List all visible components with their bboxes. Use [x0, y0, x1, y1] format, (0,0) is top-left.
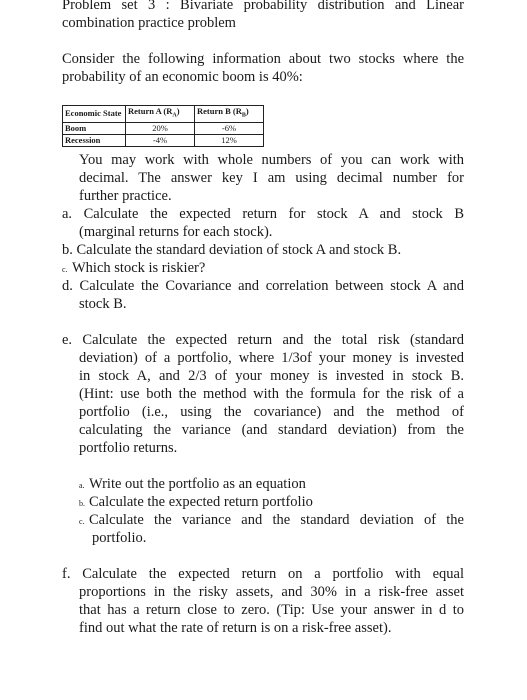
page-title-line-2: combination practice problem — [62, 15, 236, 31]
question-e-line-2: deviation) of a portfolio, where 1/3of your money is invested — [79, 350, 464, 366]
table-cell-return-b: 12% — [195, 134, 264, 146]
question-e-sub-a-marker: a. — [79, 481, 85, 490]
question-c-text: Which stock is riskier? — [72, 260, 206, 276]
question-c-marker: c. — [62, 265, 68, 274]
question-e-sub-a-text: Write out the portfolio as an equation — [89, 476, 306, 492]
question-f-line-4: find out what the rate of return is on a risk-free asset). — [79, 620, 392, 636]
question-e-sub-b-marker: b. — [79, 499, 85, 508]
table-header-row — [63, 106, 264, 123]
question-e-sub-c-text: Calculate the variance and the standard deviation of the — [89, 512, 464, 528]
question-e-sub-c-line-1 — [79, 511, 464, 531]
question-e-line-3: in stock A, and 2/3 of your money is invested in stock B. — [79, 368, 464, 384]
question-e-line-6: calculating the variance (and standard deviation) from the — [79, 422, 464, 438]
table-header-return-a: Return A $(R_A)$ — [126, 106, 195, 123]
table-cell-return-b: -6% — [195, 122, 264, 134]
table-cell-return-a: -4% — [126, 134, 195, 146]
table-header-state: Economic State — [63, 106, 126, 123]
question-a-line-1: a. Calculate the expected return for stock A and stock B — [62, 206, 464, 222]
question-b: b. Calculate the standard deviation of stock A and stock B. — [62, 242, 402, 258]
question-f-line-3: that has a return close to zero. (Tip: Use your answer in d to — [79, 602, 464, 618]
note-line-1: You may work with whole numbers of you can work with — [79, 152, 464, 168]
table-cell-state: Recession — [63, 134, 126, 146]
question-e-sub-c-line-2: portfolio. — [92, 530, 147, 546]
intro-line-2: probability of an economic boom is 40%: — [62, 69, 303, 85]
question-a-line-2: (marginal returns for each stock). — [79, 224, 273, 240]
table-header-return-b: Return B $(R_B)$ — [195, 106, 264, 123]
question-e-sub-b — [79, 493, 313, 513]
question-f-line-1: f. Calculate the expected return on a portfolio with equal — [62, 566, 464, 582]
page-title-line-1: Problem set 3 : Bivariate probability distribution and Linear — [62, 0, 464, 13]
table-row — [63, 122, 264, 134]
returns-table — [62, 105, 264, 147]
question-e-sub-b-text: Calculate the expected return portfolio — [89, 494, 313, 510]
question-e-sub-c-marker: c. — [79, 517, 85, 526]
question-e-line-4: (Hint: use both the method with the formula for the risk of a — [79, 386, 464, 402]
question-e-line-1: e. Calculate the expected return and the total risk (standard — [62, 332, 464, 348]
note-line-3: further practice. — [79, 188, 172, 204]
table-cell-state: Boom — [63, 122, 126, 134]
question-d-line-2: stock B. — [79, 296, 127, 312]
question-e-line-7: portfolio returns. — [79, 440, 178, 456]
question-f-line-2: proportions in the risky assets, and 30% in a risk-free asset — [79, 584, 464, 600]
question-c — [62, 259, 205, 279]
question-e-sub-a — [79, 475, 306, 495]
table-row — [63, 134, 264, 146]
question-d-line-1: d. Calculate the Covariance and correlation between stock A and — [62, 278, 464, 294]
note-line-2: decimal. The answer key I am using decimal number for — [79, 170, 464, 186]
intro-line-1: Consider the following information about two stocks where the — [62, 51, 464, 67]
table-cell-return-a: 20% — [126, 122, 195, 134]
question-e-line-5: portfolio (i.e., using the covariance) and the method of — [79, 404, 464, 420]
